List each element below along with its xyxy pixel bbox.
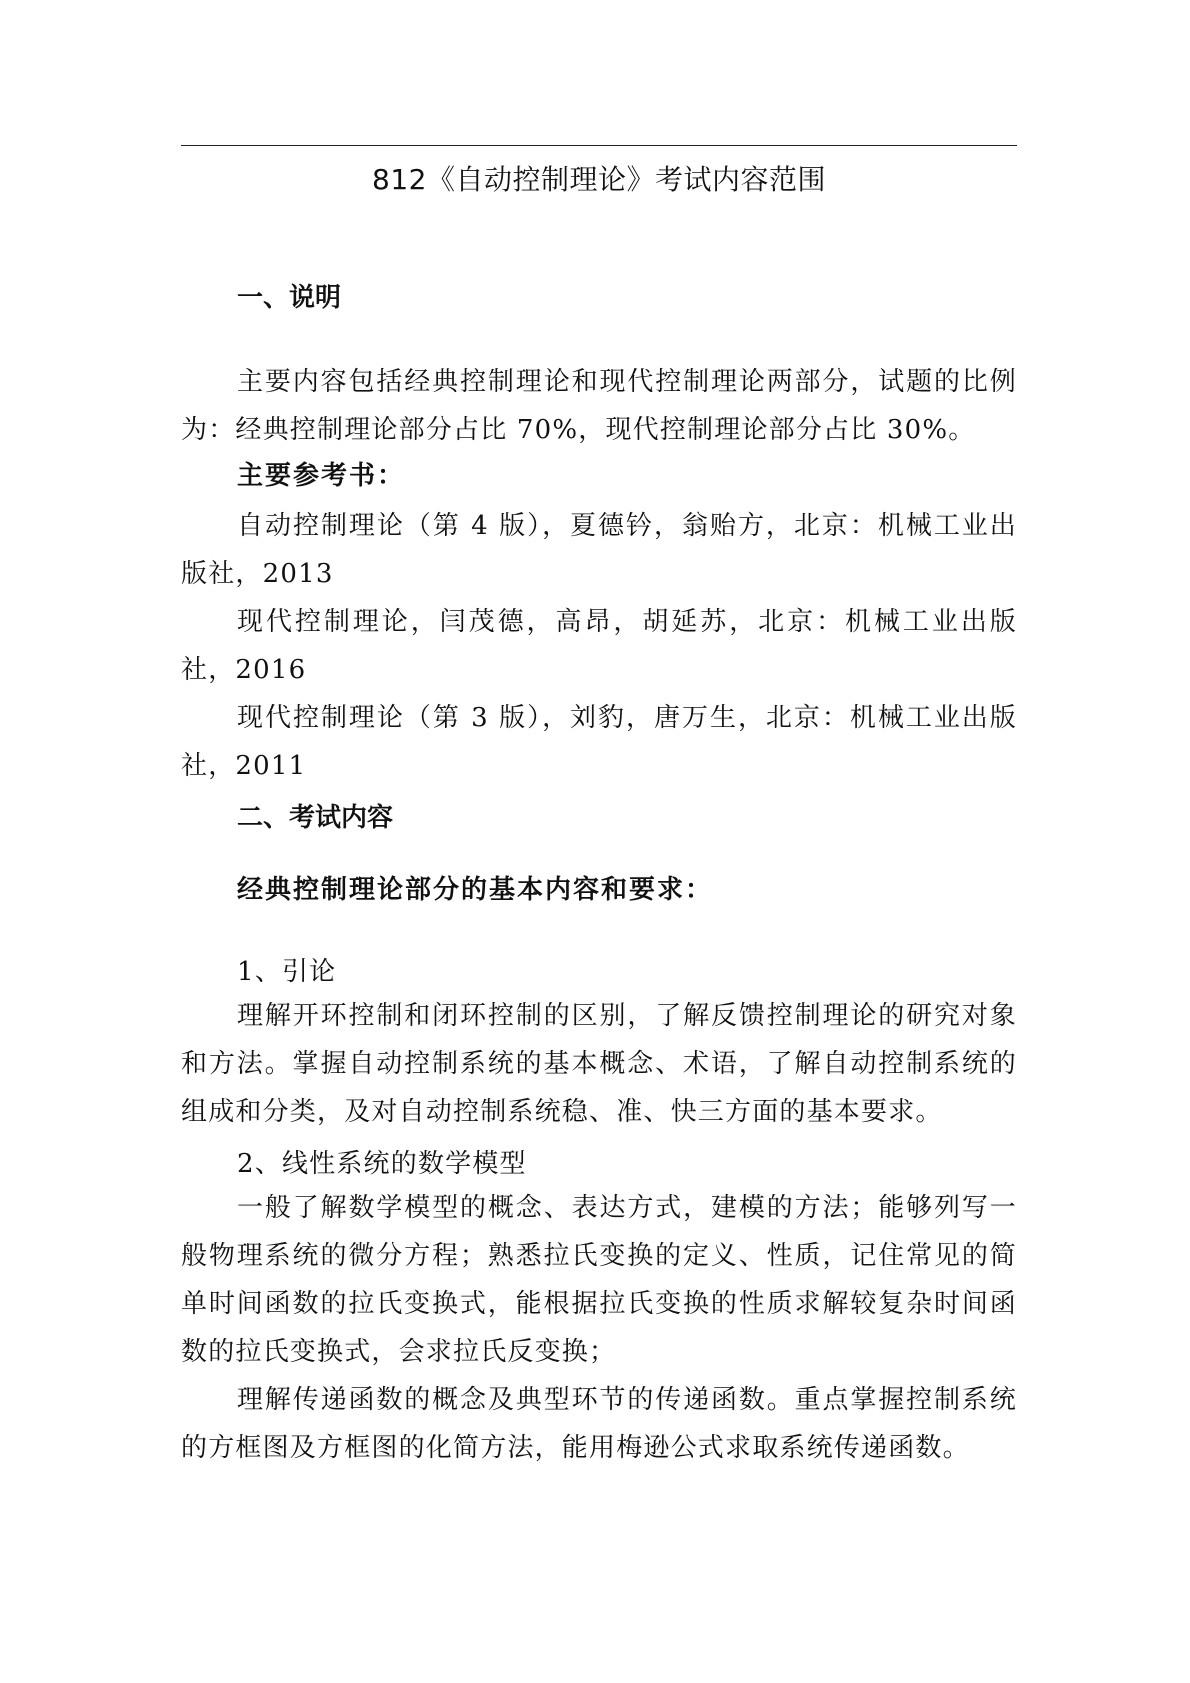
item-2-paragraph-2: 理解传递函数的概念及典型环节的传递函数。重点掌握控制系统的方框图及方框图的化简方法，能用梅逊公式求取系统传递函数。 xyxy=(181,1385,1017,1463)
document-title: 812《自动控制理论》考试内容范围 xyxy=(372,163,826,196)
item-2-heading: 2、线性系统的数学模型 xyxy=(237,1149,527,1179)
reference-item-2: 现代控制理论，闫茂德，高昂，胡延苏，北京：机械工业出版社，2016 xyxy=(181,607,1017,685)
item-1-paragraph: 理解开环控制和闭环控制的区别，了解反馈控制理论的研究对象和方法。掌握自动控制系统的基本概念、术语，了解自动控制系统的组成和分类，及对自动控制系统稳、准、快三方面的基本要求。 xyxy=(181,1001,1017,1127)
description-paragraph: 主要内容包括经典控制理论和现代控制理论两部分，试题的比例为：经典控制理论部分占比 70%，现代控制理论部分占比 30%。 xyxy=(181,367,1017,445)
header-rule xyxy=(181,145,1017,146)
section-heading-description: 一、说明 xyxy=(237,283,342,313)
item-1-heading: 1、引论 xyxy=(237,957,337,987)
section-heading-exam-content: 二、考试内容 xyxy=(237,803,394,833)
classic-control-heading: 经典控制理论部分的基本内容和要求： xyxy=(237,875,714,905)
references-heading: 主要参考书： xyxy=(237,461,406,491)
item-2-paragraph-1: 一般了解数学模型的概念、表达方式，建模的方法；能够列写一般物理系统的微分方程；熟悉拉氏变换的定义、性质，记住常见的简单时间函数的拉氏变换式，能根据拉氏变换的性质求解较复杂时间函数的拉氏变换式，会求拉氏反变换； xyxy=(181,1193,1017,1367)
reference-item-3: 现代控制理论（第 3 版），刘豹，唐万生，北京：机械工业出版社，2011 xyxy=(181,703,1017,781)
reference-item-1: 自动控制理论（第 4 版），夏德钤，翁贻方，北京：机械工业出版社，2013 xyxy=(181,511,1017,589)
